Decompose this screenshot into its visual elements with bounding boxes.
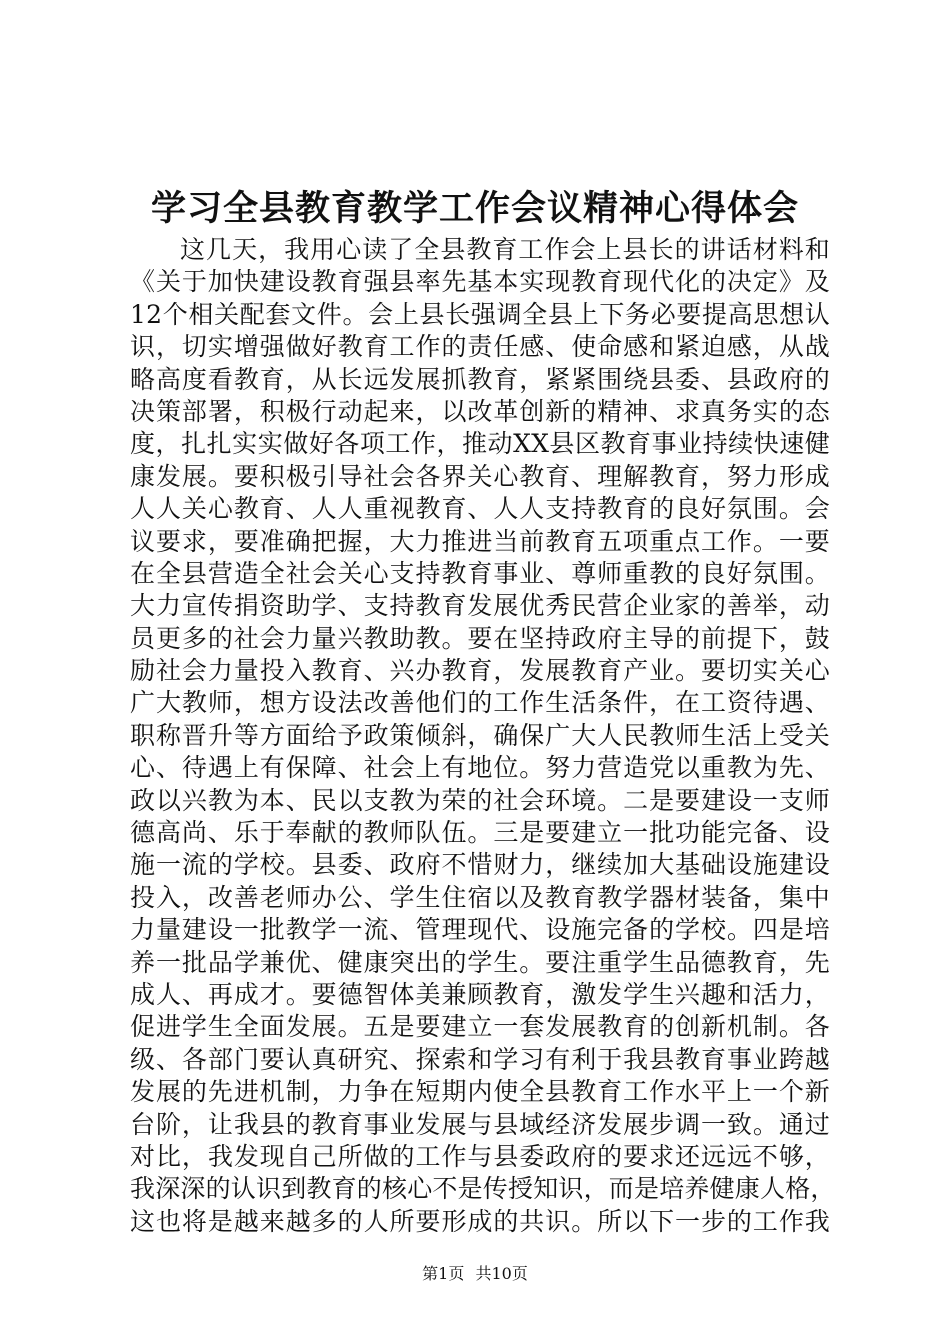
body-line: 投入，改善老师办公、学生住宿以及教育教学器材装备，集中 xyxy=(130,882,830,912)
body-line: 人人关心教育、人人重视教育、人人支持教育的良好氛围。会 xyxy=(130,494,830,524)
page-footer xyxy=(0,1264,950,1284)
body-line: 大力宣传捐资助学、支持教育发展优秀民营企业家的善举，动 xyxy=(130,591,830,621)
body-line: 在全县营造全社会关心支持教育事业、尊师重教的良好氛围。 xyxy=(130,558,830,588)
body-line: 康发展。要积极引导社会各界关心教育、理解教育，努力形成 xyxy=(130,461,830,491)
page-total: 共10页 xyxy=(475,1264,528,1283)
body-line: 心、待遇上有保障、社会上有地位。努力营造党以重教为先、 xyxy=(130,753,830,783)
body-line: 广大教师，想方设法改善他们的工作生活条件，在工资待遇、 xyxy=(130,688,830,718)
body-line: 议要求，要准确把握，大力推进当前教育五项重点工作。一要 xyxy=(130,526,830,556)
document-title: 学习全县教育教学工作会议精神心得体会 xyxy=(150,188,799,229)
body-line: 我深深的认识到教育的核心不是传授知识，而是培养健康人格， xyxy=(130,1174,836,1204)
body-line: 级、各部门要认真研究、探索和学习有利于我县教育事业跨越 xyxy=(130,1044,830,1074)
body-line: 施一流的学校。县委、政府不惜财力，继续加大基础设施建设 xyxy=(130,850,830,880)
page-number: 第1页 xyxy=(422,1264,465,1283)
body-line: 力量建设一批教学一流、管理现代、设施完备的学校。四是培 xyxy=(130,915,830,945)
body-line: 这也将是越来越多的人所要形成的共识。所以下一步的工作我 xyxy=(130,1206,830,1236)
document-body xyxy=(130,234,836,1238)
body-line: 养一批品学兼优、健康突出的学生。要注重学生品德教育，先 xyxy=(130,947,830,977)
body-line: 台阶，让我县的教育事业发展与县域经济发展步调一致。通过 xyxy=(130,1109,830,1139)
body-line: 12个相关配套文件。会上县长强调全县上下务必要提高思想认 xyxy=(130,299,830,329)
body-line: 发展的先进机制，力争在短期内使全县教育工作水平上一个新 xyxy=(130,1077,830,1107)
body-line: 识，切实增强做好教育工作的责任感、使命感和紧迫感，从战 xyxy=(130,332,830,362)
body-line: 员更多的社会力量兴教助教。要在坚持政府主导的前提下，鼓 xyxy=(130,623,830,653)
body-line: 德高尚、乐于奉献的教师队伍。三是要建立一批功能完备、设 xyxy=(130,818,830,848)
body-line: 这几天，我用心读了全县教育工作会上县长的讲话材料和 xyxy=(180,235,830,264)
body-line: 政以兴教为本、民以支教为荣的社会环境。二是要建设一支师 xyxy=(130,785,830,815)
body-line: 促进学生全面发展。五是要建立一套发展教育的创新机制。各 xyxy=(130,1012,830,1042)
body-line: 度，扎扎实实做好各项工作，推动XX县区教育事业持续快速健 xyxy=(130,429,830,459)
body-line: 对比，我发现自己所做的工作与县委政府的要求还远远不够， xyxy=(130,1141,830,1171)
body-line: 略高度看教育，从长远发展抓教育，紧紧围绕县委、县政府的 xyxy=(130,364,830,394)
body-line: 成人、再成才。要德智体美兼顾教育，激发学生兴趣和活力， xyxy=(130,979,830,1009)
body-line: 决策部署，积极行动起来，以改革创新的精神、求真务实的态 xyxy=(130,396,830,426)
body-line: 职称晋升等方面给予政策倾斜，确保广大人民教师生活上受关 xyxy=(130,720,830,750)
body-line: 《关于加快建设教育强县率先基本实现教育现代化的决定》及 xyxy=(130,267,830,297)
body-line: 励社会力量投入教育、兴办教育，发展教育产业。要切实关心 xyxy=(130,656,830,686)
